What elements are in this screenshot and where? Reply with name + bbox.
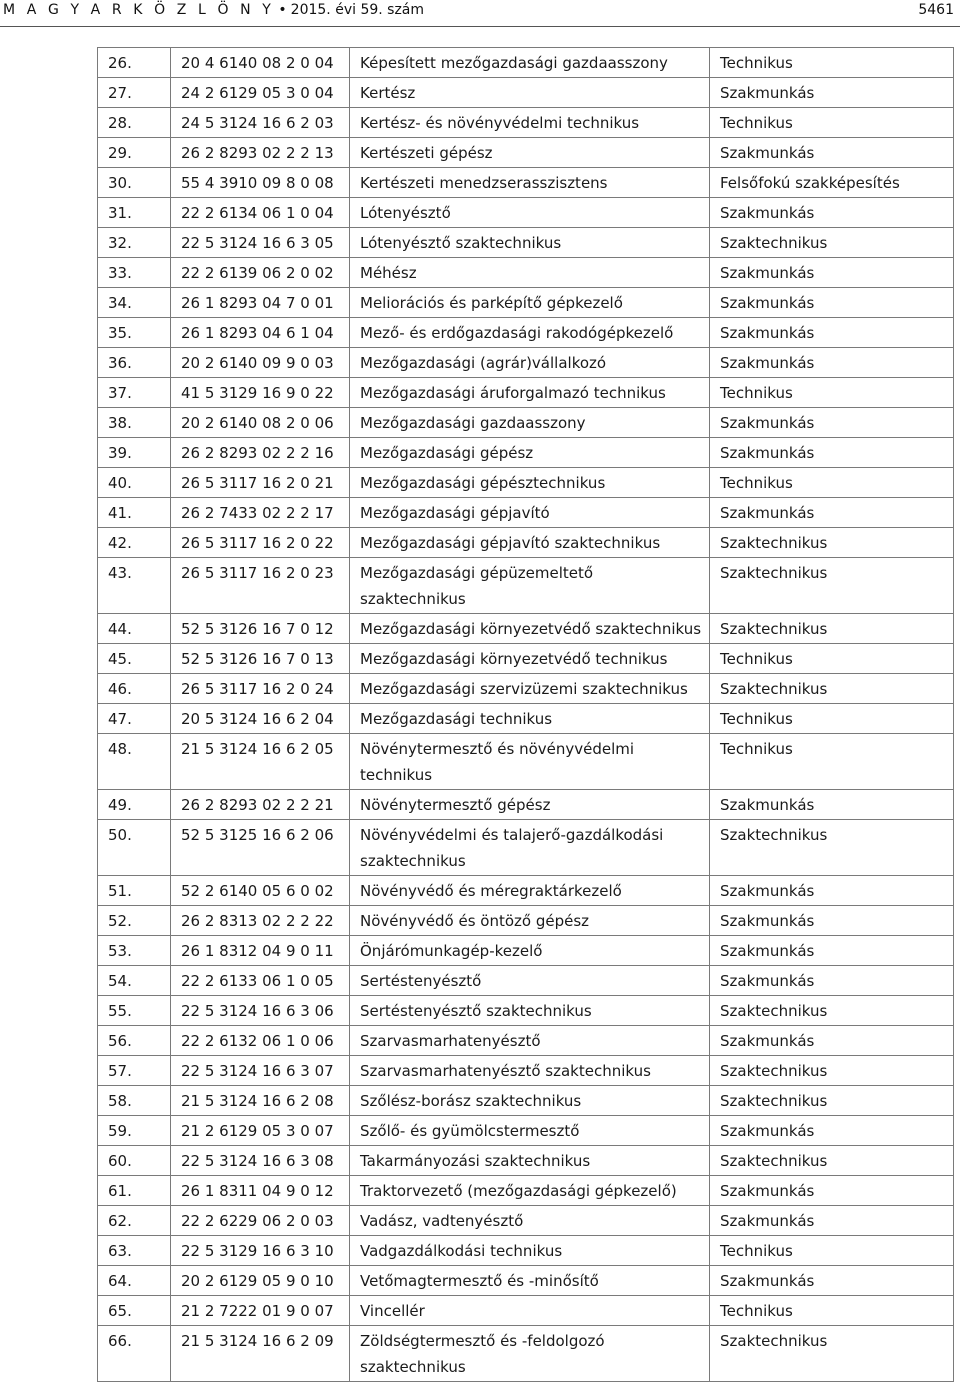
row-number: 37. <box>98 378 171 408</box>
qualification-level: Szakmunkás <box>710 936 954 966</box>
qualification-name: Traktorvezető (mezőgazdasági gépkezelő) <box>350 1176 710 1206</box>
qualification-name: Mezőgazdasági gépész <box>350 438 710 468</box>
qualification-code: 20 4 6140 08 2 0 04 <box>171 48 350 78</box>
qualification-name: Szőlő- és gyümölcstermesztő <box>350 1116 710 1146</box>
table-row <box>98 1056 954 1086</box>
table-row <box>98 1206 954 1236</box>
table-row <box>98 528 954 558</box>
table-row <box>98 1086 954 1116</box>
qualification-level: Technikus <box>710 644 954 674</box>
table-row <box>98 1176 954 1206</box>
table-row <box>98 966 954 996</box>
qualification-code: 22 2 6133 06 1 0 05 <box>171 966 350 996</box>
row-number: 39. <box>98 438 171 468</box>
qualification-code: 21 2 6129 05 3 0 07 <box>171 1116 350 1146</box>
row-number: 49. <box>98 790 171 820</box>
qualification-name: Kertész- és növényvédelmi technikus <box>350 108 710 138</box>
qualification-level: Szakmunkás <box>710 1266 954 1296</box>
qualification-code: 24 5 3124 16 6 2 03 <box>171 108 350 138</box>
qualification-level: Szakmunkás <box>710 78 954 108</box>
qualification-level: Szaktechnikus <box>710 674 954 704</box>
table-row <box>98 614 954 644</box>
table-row <box>98 906 954 936</box>
qualification-code: 26 2 8293 02 2 2 16 <box>171 438 350 468</box>
table-row <box>98 258 954 288</box>
qualification-code: 24 2 6129 05 3 0 04 <box>171 78 350 108</box>
qualification-level: Szakmunkás <box>710 138 954 168</box>
qualification-code: 20 2 6129 05 9 0 10 <box>171 1266 350 1296</box>
qualification-name: Mezőgazdasági gazdaasszony <box>350 408 710 438</box>
qualification-code: 26 1 8312 04 9 0 11 <box>171 936 350 966</box>
row-number: 59. <box>98 1116 171 1146</box>
qualification-code: 41 5 3129 16 9 0 22 <box>171 378 350 408</box>
qualification-name: Lótenyésztő szaktechnikus <box>350 228 710 258</box>
qualification-level: Szaktechnikus <box>710 1326 954 1382</box>
qualification-name: Mezőgazdasági áruforgalmazó technikus <box>350 378 710 408</box>
qualification-level: Szaktechnikus <box>710 528 954 558</box>
qualification-code: 52 5 3126 16 7 0 12 <box>171 614 350 644</box>
row-number: 64. <box>98 1266 171 1296</box>
table-row <box>98 348 954 378</box>
table-row <box>98 674 954 704</box>
row-number: 47. <box>98 704 171 734</box>
qualification-name: Vadász, vadtenyésztő <box>350 1206 710 1236</box>
table-row <box>98 644 954 674</box>
table-row <box>98 996 954 1026</box>
qualification-name: Mezőgazdasági (agrár)vállalkozó <box>350 348 710 378</box>
qualification-level: Szakmunkás <box>710 288 954 318</box>
qualification-name: Vincellér <box>350 1296 710 1326</box>
header-bullet: • <box>278 2 287 18</box>
qualification-level: Szaktechnikus <box>710 1086 954 1116</box>
qualification-name: Lótenyésztő <box>350 198 710 228</box>
row-number: 35. <box>98 318 171 348</box>
table-row <box>98 108 954 138</box>
qualification-name: Növénytermesztő gépész <box>350 790 710 820</box>
table-row <box>98 558 954 614</box>
row-number: 26. <box>98 48 171 78</box>
table-row <box>98 318 954 348</box>
row-number: 43. <box>98 558 171 614</box>
table-row <box>98 820 954 876</box>
qualification-name: Növényvédő és méregraktárkezelő <box>350 876 710 906</box>
row-number: 34. <box>98 288 171 318</box>
qualification-code: 26 5 3117 16 2 0 21 <box>171 468 350 498</box>
row-number: 52. <box>98 906 171 936</box>
journal-name: M A G Y A R K Ö Z L Ö N Y <box>3 2 275 18</box>
qualification-code: 21 5 3124 16 6 2 05 <box>171 734 350 790</box>
row-number: 45. <box>98 644 171 674</box>
qualification-code: 22 5 3129 16 6 3 10 <box>171 1236 350 1266</box>
table-row <box>98 1326 954 1382</box>
row-number: 33. <box>98 258 171 288</box>
qualification-level: Szakmunkás <box>710 1176 954 1206</box>
qualification-table <box>97 47 954 1382</box>
qualification-code: 20 2 6140 09 9 0 03 <box>171 348 350 378</box>
table-row <box>98 1266 954 1296</box>
qualification-level: Technikus <box>710 704 954 734</box>
qualification-name: Vetőmagtermesztő és -minősítő <box>350 1266 710 1296</box>
row-number: 50. <box>98 820 171 876</box>
table-row <box>98 1026 954 1056</box>
row-number: 57. <box>98 1056 171 1086</box>
qualification-name: Szarvasmarhatenyésztő <box>350 1026 710 1056</box>
row-number: 53. <box>98 936 171 966</box>
row-number: 46. <box>98 674 171 704</box>
qualification-code: 22 2 6229 06 2 0 03 <box>171 1206 350 1236</box>
qualification-level: Szakmunkás <box>710 1206 954 1236</box>
table-row <box>98 498 954 528</box>
table-row <box>98 1236 954 1266</box>
qualification-code: 22 5 3124 16 6 3 06 <box>171 996 350 1026</box>
row-number: 42. <box>98 528 171 558</box>
row-number: 55. <box>98 996 171 1026</box>
publication-title <box>3 2 424 18</box>
qualification-name: Mezőgazdasági gépjavító szaktechnikus <box>350 528 710 558</box>
qualification-name: Meliorációs és parképítő gépkezelő <box>350 288 710 318</box>
qualification-level: Technikus <box>710 48 954 78</box>
qualification-name: Sertéstenyésztő <box>350 966 710 996</box>
row-number: 51. <box>98 876 171 906</box>
qualification-code: 26 2 8293 02 2 2 21 <box>171 790 350 820</box>
table-row <box>98 138 954 168</box>
qualification-name: Mezőgazdasági környezetvédő szaktechnikus <box>350 614 710 644</box>
qualification-level: Szakmunkás <box>710 348 954 378</box>
qualification-level: Szaktechnikus <box>710 1056 954 1086</box>
table-row <box>98 790 954 820</box>
qualification-level: Technikus <box>710 378 954 408</box>
row-number: 30. <box>98 168 171 198</box>
row-number: 36. <box>98 348 171 378</box>
qualification-code: 26 2 7433 02 2 2 17 <box>171 498 350 528</box>
qualification-name: Kertész <box>350 78 710 108</box>
qualification-name: Önjárómunkagép-kezelő <box>350 936 710 966</box>
qualification-level: Szaktechnikus <box>710 228 954 258</box>
qualification-level: Szakmunkás <box>710 258 954 288</box>
qualification-name: Vadgazdálkodási technikus <box>350 1236 710 1266</box>
qualification-code: 26 2 8293 02 2 2 13 <box>171 138 350 168</box>
table-row <box>98 78 954 108</box>
row-number: 27. <box>98 78 171 108</box>
table-row <box>98 876 954 906</box>
qualification-level: Szaktechnikus <box>710 614 954 644</box>
page-number: 5461 <box>918 2 954 18</box>
qualification-code: 26 1 8293 04 7 0 01 <box>171 288 350 318</box>
row-number: 56. <box>98 1026 171 1056</box>
row-number: 58. <box>98 1086 171 1116</box>
qualification-name: Zöldségtermesztő és -feldolgozó szaktechnikus <box>350 1326 710 1382</box>
qualification-level: Szakmunkás <box>710 906 954 936</box>
qualification-name: Mezőgazdasági környezetvédő technikus <box>350 644 710 674</box>
qualification-level: Szaktechnikus <box>710 996 954 1026</box>
row-number: 65. <box>98 1296 171 1326</box>
row-number: 32. <box>98 228 171 258</box>
qualification-code: 52 2 6140 05 6 0 02 <box>171 876 350 906</box>
qualification-code: 21 5 3124 16 6 2 08 <box>171 1086 350 1116</box>
qualification-level: Technikus <box>710 1236 954 1266</box>
qualification-code: 21 5 3124 16 6 2 09 <box>171 1326 350 1382</box>
row-number: 61. <box>98 1176 171 1206</box>
qualification-name: Mezőgazdasági szervizüzemi szaktechnikus <box>350 674 710 704</box>
qualification-code: 20 2 6140 08 2 0 06 <box>171 408 350 438</box>
qualification-level: Technikus <box>710 1296 954 1326</box>
row-number: 62. <box>98 1206 171 1236</box>
table-row <box>98 438 954 468</box>
qualification-code: 52 5 3126 16 7 0 13 <box>171 644 350 674</box>
qualification-level: Szakmunkás <box>710 408 954 438</box>
qualification-code: 20 5 3124 16 6 2 04 <box>171 704 350 734</box>
qualification-level: Felsőfokú szakképesítés <box>710 168 954 198</box>
qualification-level: Szakmunkás <box>710 498 954 528</box>
qualification-level: Szakmunkás <box>710 438 954 468</box>
row-number: 66. <box>98 1326 171 1382</box>
qualification-name: Kertészeti gépész <box>350 138 710 168</box>
qualification-code: 26 1 8293 04 6 1 04 <box>171 318 350 348</box>
qualification-name: Mezőgazdasági gépésztechnikus <box>350 468 710 498</box>
qualification-level: Szakmunkás <box>710 198 954 228</box>
table-row <box>98 288 954 318</box>
qualification-level: Szakmunkás <box>710 1026 954 1056</box>
qualification-name: Növényvédelmi és talajerő-gazdálkodási szaktechnikus <box>350 820 710 876</box>
qualification-level: Szakmunkás <box>710 876 954 906</box>
qualification-name: Szarvasmarhatenyésztő szaktechnikus <box>350 1056 710 1086</box>
table-row <box>98 228 954 258</box>
qualification-level: Szaktechnikus <box>710 558 954 614</box>
qualification-level: Technikus <box>710 468 954 498</box>
qualification-name: Növénytermesztő és növényvédelmi technikus <box>350 734 710 790</box>
row-number: 41. <box>98 498 171 528</box>
qualification-code: 22 5 3124 16 6 3 08 <box>171 1146 350 1176</box>
qualification-level: Szakmunkás <box>710 790 954 820</box>
table-row <box>98 1146 954 1176</box>
table-row <box>98 378 954 408</box>
table-row <box>98 1296 954 1326</box>
qualification-name: Képesített mezőgazdasági gazdaasszony <box>350 48 710 78</box>
qualification-code: 22 2 6132 06 1 0 06 <box>171 1026 350 1056</box>
row-number: 44. <box>98 614 171 644</box>
row-number: 63. <box>98 1236 171 1266</box>
table-row <box>98 48 954 78</box>
qualification-level: Szakmunkás <box>710 318 954 348</box>
header-divider <box>0 26 960 27</box>
qualification-code: 21 2 7222 01 9 0 07 <box>171 1296 350 1326</box>
qualification-code: 22 2 6134 06 1 0 04 <box>171 198 350 228</box>
qualification-level: Szaktechnikus <box>710 1146 954 1176</box>
qualification-name: Kertészeti menedzserasszisztens <box>350 168 710 198</box>
row-number: 54. <box>98 966 171 996</box>
row-number: 60. <box>98 1146 171 1176</box>
qualification-code: 26 1 8311 04 9 0 12 <box>171 1176 350 1206</box>
qualification-level: Szakmunkás <box>710 1116 954 1146</box>
qualification-code: 22 5 3124 16 6 3 07 <box>171 1056 350 1086</box>
qualification-code: 26 5 3117 16 2 0 23 <box>171 558 350 614</box>
table-row <box>98 198 954 228</box>
qualification-level: Szakmunkás <box>710 966 954 996</box>
table-row <box>98 468 954 498</box>
qualification-name: Sertéstenyésztő szaktechnikus <box>350 996 710 1026</box>
qualification-code: 52 5 3125 16 6 2 06 <box>171 820 350 876</box>
qualification-name: Mező- és erdőgazdasági rakodógépkezelő <box>350 318 710 348</box>
qualification-name: Takarmányozási szaktechnikus <box>350 1146 710 1176</box>
qualification-level: Technikus <box>710 734 954 790</box>
page-header <box>0 0 960 24</box>
qualification-code: 26 5 3117 16 2 0 22 <box>171 528 350 558</box>
table-row <box>98 936 954 966</box>
row-number: 29. <box>98 138 171 168</box>
qualification-code: 22 5 3124 16 6 3 05 <box>171 228 350 258</box>
qualification-name: Mezőgazdasági technikus <box>350 704 710 734</box>
qualification-name: Mezőgazdasági gépjavító <box>350 498 710 528</box>
qualification-table-body <box>98 48 954 1382</box>
row-number: 38. <box>98 408 171 438</box>
row-number: 40. <box>98 468 171 498</box>
qualification-level: Szaktechnikus <box>710 820 954 876</box>
table-row <box>98 168 954 198</box>
qualification-name: Növényvédő és öntöző gépész <box>350 906 710 936</box>
qualification-name: Méhész <box>350 258 710 288</box>
qualification-code: 26 5 3117 16 2 0 24 <box>171 674 350 704</box>
table-row <box>98 734 954 790</box>
table-row <box>98 1116 954 1146</box>
row-number: 28. <box>98 108 171 138</box>
qualification-name: Mezőgazdasági gépüzemeltető szaktechnikus <box>350 558 710 614</box>
qualification-code: 26 2 8313 02 2 2 22 <box>171 906 350 936</box>
qualification-code: 55 4 3910 09 8 0 08 <box>171 168 350 198</box>
row-number: 48. <box>98 734 171 790</box>
table-row <box>98 704 954 734</box>
table-row <box>98 408 954 438</box>
qualification-level: Technikus <box>710 108 954 138</box>
qualification-code: 22 2 6139 06 2 0 02 <box>171 258 350 288</box>
row-number: 31. <box>98 198 171 228</box>
qualification-name: Szőlész-borász szaktechnikus <box>350 1086 710 1116</box>
issue-number: 2015. évi 59. szám <box>290 2 425 18</box>
